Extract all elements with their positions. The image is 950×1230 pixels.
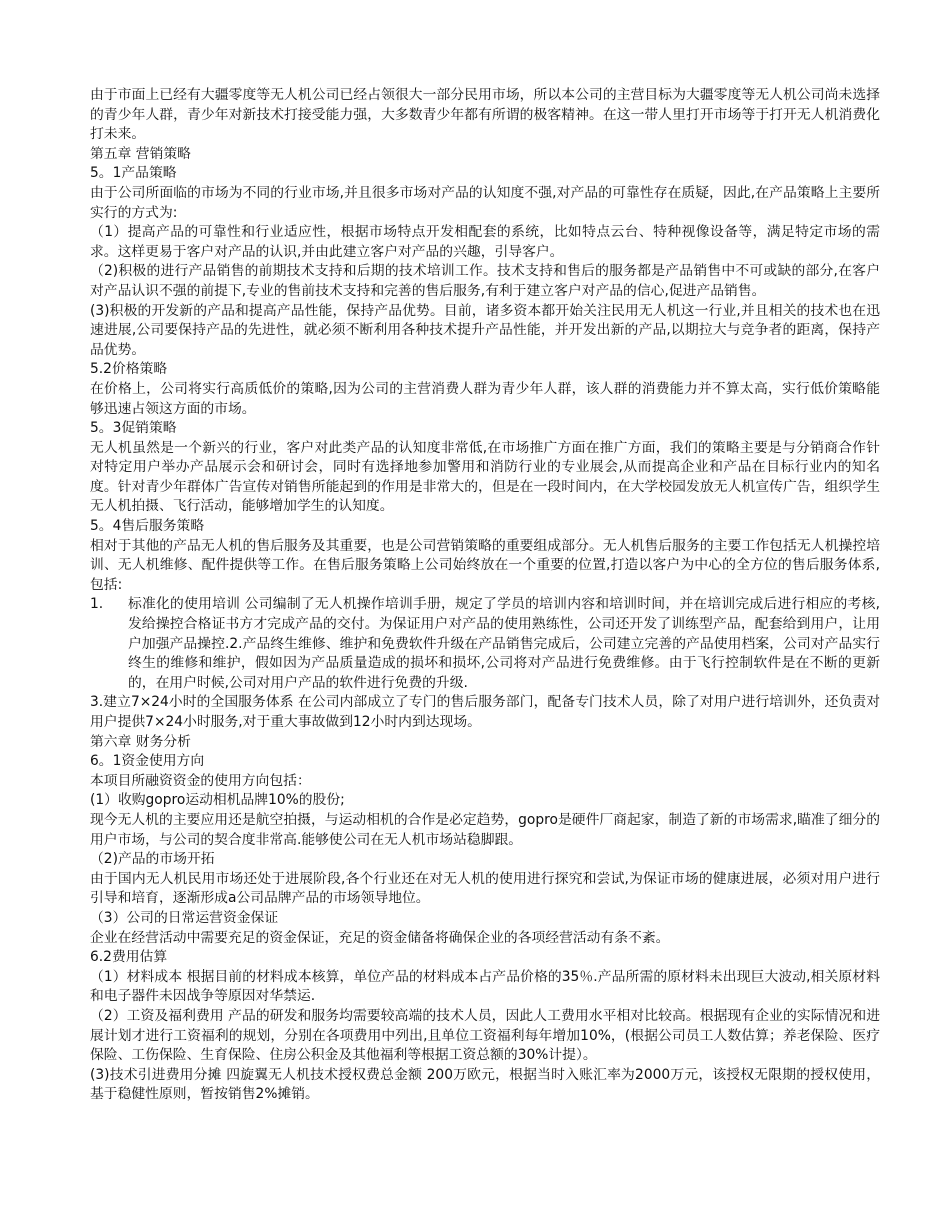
section-6-2-item-1: （1）材料成本 根据目前的材料成本核算，单位产品的材料成本占产品价格的35％.产品所需的原材料未出现巨大波动,相关原材料和电子器件未因战争等原因对华禁运. — [90, 968, 880, 1005]
section-5-1-item-1: （1）提高产品的可靠性和行业适应性，根据市场特点开发相配套的系统，比如特点云台、特种视像设备等，满足特定市场的需求。这样更易于客户对产品的认识,并由此建立客户对产品的兴趣，引导客户。 — [90, 224, 880, 260]
intro-paragraph: 由于市面上已经有大疆零度等无人机公司已经占领很大一部分民用市场，所以本公司的主营目标为大疆零度等无人机公司尚未选择的青少年人群，青少年对新技术打接受能力强，大多数青少年都有所谓的极客精神。在这一带人里打开市场等于打开无人机消费化打未来。 — [90, 87, 880, 143]
section-5-2-paragraph: 在价格上，公司将实行高质低价的策略,因为公司的主营消费人群为青少年人群，该人群的消费能力并不算太高，实行低价策略能够迅速占领这方面的市场。 — [90, 380, 880, 417]
list-item-number: 1. — [90, 596, 104, 613]
section-5-1-item-3: (3)积极的开发新的产品和提高产品性能，保持产品优势。目前，诸多资本都开始关注民用无人机这一行业,并且相关的技术也在迅速进展,公司要保持产品的先进性，就必须不断利用各种技术提升产品性能，并开发出新的产品,以期拉大与竞争者的距离，保持产品优势。 — [90, 302, 880, 358]
section-5-4-service-paragraph: 3.建立7×24小时的全国服务体系 在公司内部成立了专门的售后服务部门，配备专门技术人员，除了对用户进行培训外，还负责对用户提供7×24小时服务,对于重大事故做到12小时内到达现场。 — [90, 694, 880, 730]
section-5-4-paragraph: 相对于其他的产品无人机的售后服务及其重要，也是公司营销策略的重要组成部分。无人机售后服务的主要工作包括无人机操控培训、无人机维修、配件提供等工作。在售后服务策略上公司始终放在一个重要的位置,打造以客户为中心的全方位的售后服务体系,包括: — [90, 537, 880, 593]
section-6-1-item-2-detail: 由于国内无人机民用市场还处于进展阶段,各个行业还在对无人机的使用进行探究和尝试,为保证市场的健康进展，必须对用户进行引导和培育，逐渐形成a公司品牌产品的市场领导地位。 — [90, 870, 880, 907]
section-6-1-item-2: （2)产品的市场开拓 — [90, 851, 215, 868]
list-item-text: 标准化的使用培训 公司编制了无人机操作培训手册，规定了学员的培训内容和培训时间，并在培训完成后进行相应的考核,发给操控合格证书方才完成产品的交付。为保证用户对产品的使用熟练性，公司还开发了训练型产品，配套给到用户，让用户加强产品操控.2.产品终生维修、维护和免费软件升级在产品销售完成后，公司建立完善的产品使用档案，公司对产品实行终生的维修和维护，假如因为产品质量造成的损坏和损坏,公司将对产品进行免费维修。由于飞行控制软件是在不断的更新的，在用户时候,公司对用户产品的软件进行免费的升级. — [128, 596, 880, 691]
section-5-4-title: 5。4售后服务策略 — [90, 518, 205, 535]
section-5-2-title: 5.2价格策略 — [90, 361, 168, 378]
section-6-2-item-2: （2）工资及福利费用 产品的研发和服务均需要较高端的技术人员，因此人工费用水平相对比较高。根据现有企业的实际情况和进展计划才进行工资福利的规划，分别在各项费用中列出,且单位工资福利每年增加10%，(根据公司员工人数估算；养老保险、医疗保险、工伤保险、生育保险、住房公积金及其他福利等根据工资总额的30%计提）。 — [90, 1007, 880, 1064]
section-6-1-item-1-detail: 现今无人机的主要应用还是航空拍摄，与运动相机的合作是必定趋势，gopro是硬件厂商起家，制造了新的市场需求,瞄准了细分的用户市场，与公司的契合度非常高.能够使公司在无人机市场站稳脚跟。 — [90, 811, 880, 848]
section-6-1-paragraph: 本项目所融资资金的使用方向包括： — [90, 772, 311, 789]
section-5-1-item-2: （2)积极的进行产品销售的前期技术支持和后期的技术培训工作。技术支持和售后的服务都是产品销售中不可或缺的部分,在客户对产品认识不强的前提下,专业的售前技术支持和完善的售后服务,有利于建立客户对产品的信心,促进产品销售。 — [90, 263, 880, 299]
chapter-6-title: 第六章 财务分析 — [90, 733, 191, 750]
section-6-1-title: 6。1资金使用方向 — [90, 753, 205, 770]
section-6-1-item-3-detail: 企业在经营活动中需要充足的资金保证，充足的资金储备将确保企业的各项经营活动有条不紊。 — [90, 929, 670, 946]
chapter-5-title: 第五章 营销策略 — [90, 145, 191, 162]
document-page — [90, 86, 880, 1105]
section-5-1-paragraph: 由于公司所面临的市场为不同的行业市场,并且很多市场对产品的认知度不强,对产品的可靠性存在质疑，因此,在产品策略上主要所实行的方式为: — [90, 184, 880, 221]
section-6-1-item-3: （3）公司的日常运营资金保证 — [90, 909, 279, 926]
section-6-2-title: 6.2费用估算 — [90, 949, 168, 966]
section-5-3-title: 5。3促销策略 — [90, 420, 177, 437]
section-6-2-item-3: (3)技术引进费用分摊 四旋翼无人机技术授权费总金额 200万欧元，根据当时入账汇率为2000万元，该授权无限期的授权使用，基于稳健性原则，暂按销售2%摊销。 — [90, 1066, 880, 1103]
section-5-3-paragraph: 无人机虽然是一个新兴的行业，客户对此类产品的认知度非常低,在市场推广方面在推广方面，我们的策略主要是与分销商合作针对特定用户举办产品展示会和研讨会，同时有选择地参加警用和消防行业的专业展会,从而提高企业和产品在目标行业内的知名度。针对青少年群体广告宣传对销售所能起到的作用是非常大的，但是在一段时间内，在大学校园发放无人机宣传广告，组织学生无人机拍摄、飞行活动，能够增加学生的认知度。 — [90, 439, 880, 515]
section-6-1-item-1: (1）收购gopro运动相机品牌10%的股份; — [90, 792, 345, 809]
section-5-4-list-item — [90, 595, 880, 693]
section-5-1-title: 5。1产品策略 — [90, 165, 177, 182]
